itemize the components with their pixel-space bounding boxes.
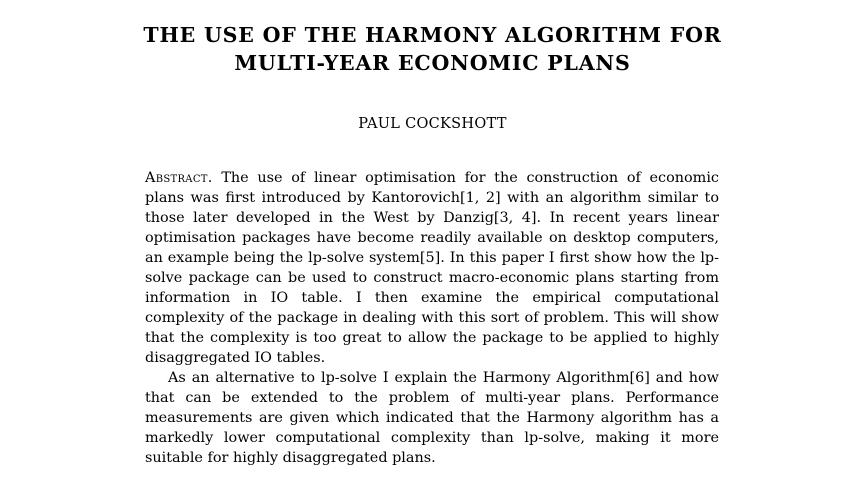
- abstract-paragraph-1: [145, 168, 719, 368]
- abstract-section: [145, 168, 719, 468]
- paper-title-line-2: MULTI-YEAR ECONOMIC PLANS: [234, 51, 631, 75]
- abstract-paragraph-2: As an alternative to lp-solve I explain the Harmony Algorithm[6] and how that can be extended to the problem of multi-year plans. Performance measurements are given which indicated that the Harmony algorithm has a markedly lower computational complexity than lp-solve, making it more suitable for highly disaggregated plans.: [145, 370, 719, 466]
- paper-title-line-1: THE USE OF THE HARMONY ALGORITHM FOR: [143, 23, 722, 47]
- abstract-label: Abstract.: [145, 170, 213, 186]
- abstract-paragraph-1-text: The use of linear optimisation for the construction of economic plans was first introduced by Kantorovich[1, 2] with an algorithm similar to those later developed in the West by Danzig[3, 4]. In recent years linear optimisation packages have become readily available on desktop computers, an example being the lp-solve system[5]. In this paper I first show how the lp-solve package can be used to construct macro-economic plans starting from information in IO table. I then examine the empirical computational complexity of the package in dealing with this sort of problem. This will show that the complexity is too great to allow the package to be applied to highly disaggregated IO tables.: [145, 170, 719, 366]
- author-name: PAUL COCKSHOTT: [358, 116, 507, 132]
